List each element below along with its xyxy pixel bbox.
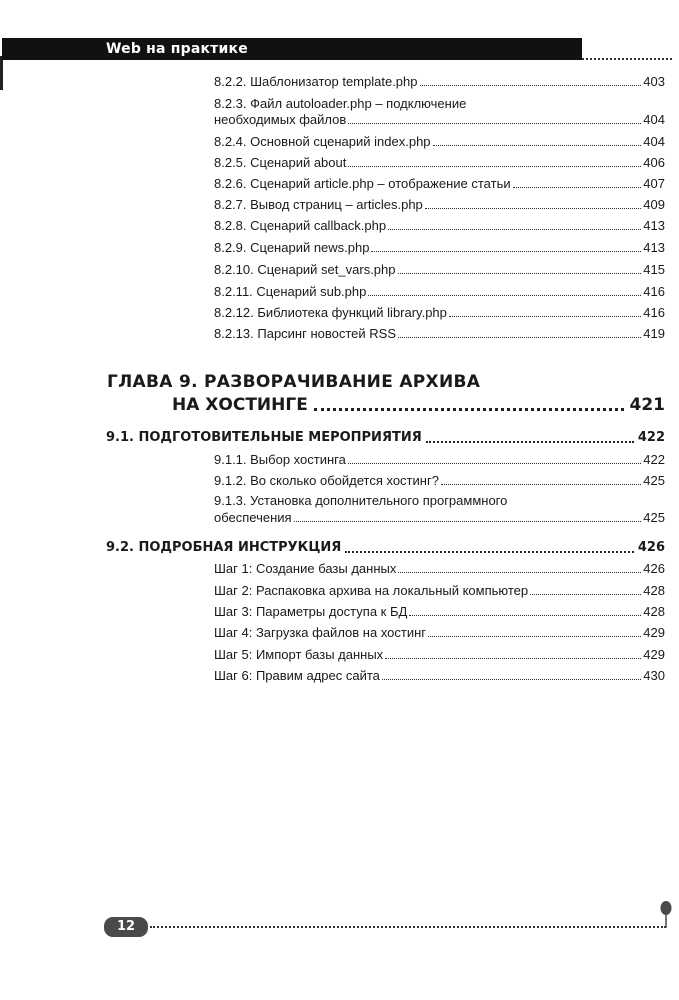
toc-entry-label: Шаг 4: Загрузка файлов на хостинг bbox=[214, 625, 427, 640]
section-label: 9.1. ПОДГОТОВИТЕЛЬНЫЕ МЕРОПРИЯТИЯ bbox=[106, 430, 422, 445]
toc-entry-label: 9.1.2. Во сколько обойдется хостинг? bbox=[214, 473, 439, 488]
toc-entry-page: 428 bbox=[643, 604, 665, 619]
toc-entry-9-1-1[interactable] bbox=[214, 452, 665, 467]
dot-leader bbox=[441, 484, 641, 485]
section-page: 426 bbox=[637, 540, 665, 555]
dot-leader bbox=[382, 679, 641, 680]
toc-entry-page: 416 bbox=[643, 305, 665, 320]
dot-leader bbox=[385, 658, 641, 659]
left-margin-mark bbox=[0, 56, 3, 90]
toc-entry-8-2-8[interactable] bbox=[214, 218, 665, 233]
toc-entry-label: обеспечения bbox=[214, 510, 292, 525]
toc-entry-9-1-2[interactable] bbox=[214, 473, 665, 488]
toc-entry-9-1-3-line1[interactable]: 9.1.3. Установка дополнительного программного bbox=[214, 493, 508, 508]
dot-leader bbox=[398, 572, 641, 573]
toc-entry-step-4[interactable] bbox=[214, 625, 665, 640]
dot-leader bbox=[388, 229, 641, 230]
toc-entry-8-2-3-line1[interactable]: 8.2.3. Файл autoloader.php – подключение bbox=[214, 96, 467, 111]
toc-entry-label: 8.2.5. Сценарий about bbox=[214, 155, 347, 170]
toc-entry-label: 8.2.13. Парсинг новостей RSS bbox=[214, 326, 397, 341]
dot-leader bbox=[398, 337, 641, 338]
dot-leader bbox=[513, 187, 642, 188]
dot-leader bbox=[425, 208, 642, 209]
toc-entry-page: 413 bbox=[643, 218, 665, 233]
toc-entry-label: 8.2.4. Основной сценарий index.php bbox=[214, 134, 431, 149]
toc-entry-page: 428 bbox=[643, 583, 665, 598]
dot-leader bbox=[348, 123, 641, 124]
toc-entry-page: 404 bbox=[643, 112, 665, 127]
toc-entry-page: 413 bbox=[643, 240, 665, 255]
toc-entry-label: 8.2.9. Сценарий news.php bbox=[214, 240, 370, 255]
section-page: 422 bbox=[637, 430, 665, 445]
chapter-title-line1[interactable]: ГЛАВА 9. РАЗВОРАЧИВАНИЕ АРХИВА bbox=[107, 372, 481, 392]
toc-entry-label: Шаг 1: Создание базы данных bbox=[214, 561, 397, 576]
toc-entry-label: Шаг 2: Распаковка архива на локальный компьютер bbox=[214, 583, 529, 598]
dot-leader bbox=[426, 441, 634, 443]
toc-entry-8-2-13[interactable] bbox=[214, 326, 665, 341]
toc-entry-label: 8.2.10. Сценарий set_vars.php bbox=[214, 262, 396, 277]
dot-leader bbox=[348, 166, 641, 167]
toc-entry-page: 419 bbox=[643, 326, 665, 341]
chapter-page: 421 bbox=[629, 395, 665, 415]
dot-leader bbox=[348, 463, 641, 464]
section-entry-9-1[interactable] bbox=[106, 430, 665, 446]
toc-entry-8-2-10[interactable] bbox=[214, 262, 665, 277]
toc-entry-8-2-11[interactable] bbox=[214, 284, 665, 299]
toc-entry-label: Шаг 6: Правим адрес сайта bbox=[214, 668, 380, 683]
toc-entry-8-2-7[interactable] bbox=[214, 197, 665, 212]
section-entry-9-2[interactable] bbox=[106, 540, 665, 556]
toc-entry-page: 430 bbox=[643, 668, 665, 683]
toc-entry-step-6[interactable] bbox=[214, 668, 665, 683]
toc-entry-label: 8.2.7. Вывод страниц – articles.php bbox=[214, 197, 423, 212]
toc-entry-8-2-12[interactable] bbox=[214, 305, 665, 320]
toc-entry-label: 8.2.11. Сценарий sub.php bbox=[214, 284, 367, 299]
toc-entry-step-1[interactable] bbox=[214, 561, 665, 576]
dot-leader bbox=[420, 85, 642, 86]
toc-entry-step-5[interactable] bbox=[214, 647, 665, 662]
toc-entry-page: 407 bbox=[643, 176, 665, 191]
dot-leader bbox=[449, 316, 641, 317]
toc-entry-page: 429 bbox=[643, 647, 665, 662]
toc-entry-page: 425 bbox=[643, 510, 665, 525]
toc-entry-page: 409 bbox=[643, 197, 665, 212]
toc-entry-8-2-4[interactable] bbox=[214, 134, 665, 149]
leaf-icon bbox=[657, 898, 675, 932]
dot-leader bbox=[371, 251, 641, 252]
toc-entry-8-2-2[interactable] bbox=[214, 74, 665, 89]
toc-entry-page: 422 bbox=[643, 452, 665, 467]
toc-entry-8-2-3[interactable] bbox=[214, 112, 665, 127]
toc-entry-label: 8.2.6. Сценарий article.php – отображение статьи bbox=[214, 176, 511, 191]
toc-entry-9-1-3[interactable] bbox=[214, 510, 665, 525]
section-label: 9.2. ПОДРОБНАЯ ИНСТРУКЦИЯ bbox=[106, 540, 342, 555]
toc-entry-page: 403 bbox=[643, 74, 665, 89]
dot-leader bbox=[530, 594, 641, 595]
toc-entry-8-2-5[interactable] bbox=[214, 155, 665, 170]
toc-entry-label: необходимых файлов bbox=[214, 112, 347, 127]
header-dotted-rule bbox=[582, 58, 672, 60]
dot-leader bbox=[314, 408, 624, 411]
toc-entry-page: 406 bbox=[643, 155, 665, 170]
dot-leader bbox=[433, 145, 642, 146]
toc-entry-label: Шаг 3: Параметры доступа к БД bbox=[214, 604, 408, 619]
toc-entry-page: 426 bbox=[643, 561, 665, 576]
chapter-title-line2: НА ХОСТИНГЕ bbox=[172, 395, 308, 415]
toc-entry-label: 8.2.12. Библиотека функций library.php bbox=[214, 305, 447, 320]
page-number-badge: 12 bbox=[104, 917, 148, 937]
dot-leader bbox=[428, 636, 641, 637]
dot-leader bbox=[294, 521, 642, 522]
footer-dotted-rule bbox=[150, 926, 666, 928]
toc-entry-label: Шаг 5: Импорт базы данных bbox=[214, 647, 384, 662]
toc-entry-label: 8.2.8. Сценарий callback.php bbox=[214, 218, 387, 233]
dot-leader bbox=[398, 273, 642, 274]
dot-leader bbox=[409, 615, 641, 616]
toc-entry-8-2-9[interactable] bbox=[214, 240, 665, 255]
toc-entry-step-3[interactable] bbox=[214, 604, 665, 619]
chapter-entry[interactable] bbox=[172, 395, 665, 415]
dot-leader bbox=[368, 295, 641, 296]
toc-entry-label: 9.1.1. Выбор хостинга bbox=[214, 452, 346, 467]
toc-entry-page: 425 bbox=[643, 473, 665, 488]
toc-entry-8-2-6[interactable] bbox=[214, 176, 665, 191]
toc-entry-page: 415 bbox=[643, 262, 665, 277]
dot-leader bbox=[345, 551, 634, 553]
running-header: Web на практике bbox=[2, 38, 582, 60]
toc-entry-page: 404 bbox=[643, 134, 665, 149]
toc-entry-label: 8.2.2. Шаблонизатор template.php bbox=[214, 74, 418, 89]
toc-entry-page: 429 bbox=[643, 625, 665, 640]
toc-entry-step-2[interactable] bbox=[214, 583, 665, 598]
toc-entry-page: 416 bbox=[643, 284, 665, 299]
